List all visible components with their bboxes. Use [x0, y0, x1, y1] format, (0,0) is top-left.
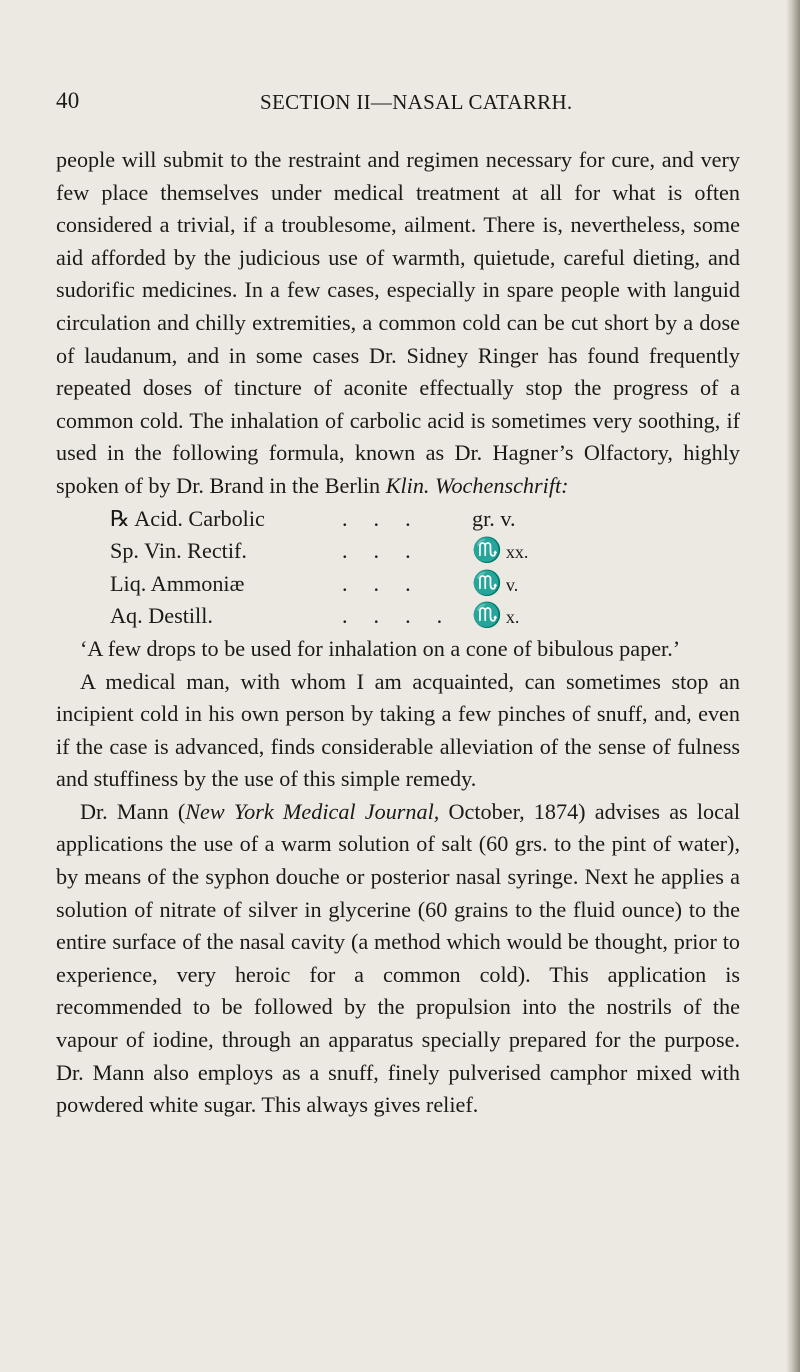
- ingredient-dose: [472, 503, 516, 536]
- leader-dots: ...: [342, 538, 437, 564]
- dose-amount: xx.: [505, 542, 529, 563]
- prescription-row: [110, 535, 670, 568]
- running-head: SECTION II—NASAL CATARRH.: [260, 90, 573, 114]
- journal-city: Berlin: [324, 472, 381, 498]
- paragraph-1-text: people will submit to the restraint and regimen necessary for cure, and very few place themselves under medical treatment at all for what is often considered a trivial, if a troublesome, ailment. There is, nevertheless, some aid afforded by the judicious use of warmth, quietude, careful dieting, and sudorific medicines. In a few cases, especially in spare people with languid circulation and chilly extremities, a common cold can be cut short by a dose of laudanum, and in some cases Dr. Sidney Ringer has found frequently repeated doses of tincture of aconite effectually stop the progress of a common cold. The inhalation of carbolic acid is sometimes very soothing, if used in the following formula, known as Dr. Hagner’s Olfactory, highly spoken of by Dr. Brand in the: [56, 147, 740, 498]
- paragraph-2: A medical man, with whom I am acquainted, can sometimes stop an incipient cold in his own person by taking a few pinches of snuff, and, even if the case is advanced, finds considerable alleviation of the sense of fulness and stuffiness by the use of this simple remedy.: [56, 668, 740, 792]
- journal-name: New York Medical Journal,: [185, 798, 440, 824]
- prescription-row: [110, 600, 670, 633]
- prescription-formula: [110, 503, 670, 633]
- page-number: 40: [56, 88, 80, 113]
- minim-symbol: ♏: [472, 603, 502, 630]
- dose-amount: v.: [505, 574, 519, 595]
- page-body: [56, 144, 740, 1122]
- ingredient-dose: [472, 600, 519, 634]
- paragraph-3: [56, 796, 740, 1122]
- ingredient-name: Sp. Vin. Rectif.: [110, 538, 247, 564]
- paragraph-3-start: Dr. Mann (: [80, 798, 186, 824]
- ingredient-name: ℞ Acid. Carbolic: [110, 505, 265, 531]
- ingredient-name: Aq. Destill.: [110, 603, 213, 629]
- leader-dots: ....: [342, 603, 469, 629]
- leader-dots: ...: [342, 570, 437, 596]
- paragraph-1: [56, 144, 740, 503]
- ingredient-dose: [472, 568, 518, 602]
- prescription-row: [110, 568, 670, 601]
- journal-title: Klin. Wochenschrift:: [385, 472, 569, 498]
- paragraph-3-rest: October, 1874) advises as local applications the use of a warm solution of salt (60 grs. to the pint of water), by means of the syphon douche or posterior nasal syringe. Next he applies a solution of nitrate of silver in glycerine (60 grains to the fluid ounce) to the entire surface of the nasal cavity (a method which would be thought, prior to experience, very heroic for a common cold). This application is recommended to be followed by the propulsion into the nostrils of the vapour of iodine, through an apparatus specially prepared for the purpose. Dr. Mann also employs as a snuff, finely pulverised camphor mixed with powdered white sugar. This always gives relief.: [56, 798, 740, 1118]
- prescription-row: [110, 503, 670, 536]
- leader-dots: ...: [342, 505, 437, 531]
- ingredient-dose: [472, 535, 528, 569]
- dose-amount: v.: [500, 505, 516, 531]
- minim-symbol: ♏: [472, 570, 502, 597]
- page-header: [56, 88, 756, 128]
- dose-amount: x.: [505, 607, 520, 628]
- prescription-instruction: ‘A few drops to be used for inhalation on a cone of bibulous paper.’: [80, 635, 681, 661]
- minim-symbol: ♏: [472, 538, 502, 565]
- page-edge-shadow: [786, 0, 800, 1372]
- ingredient-name: Liq. Ammoniæ: [110, 570, 245, 596]
- dose-unit: gr.: [472, 505, 495, 531]
